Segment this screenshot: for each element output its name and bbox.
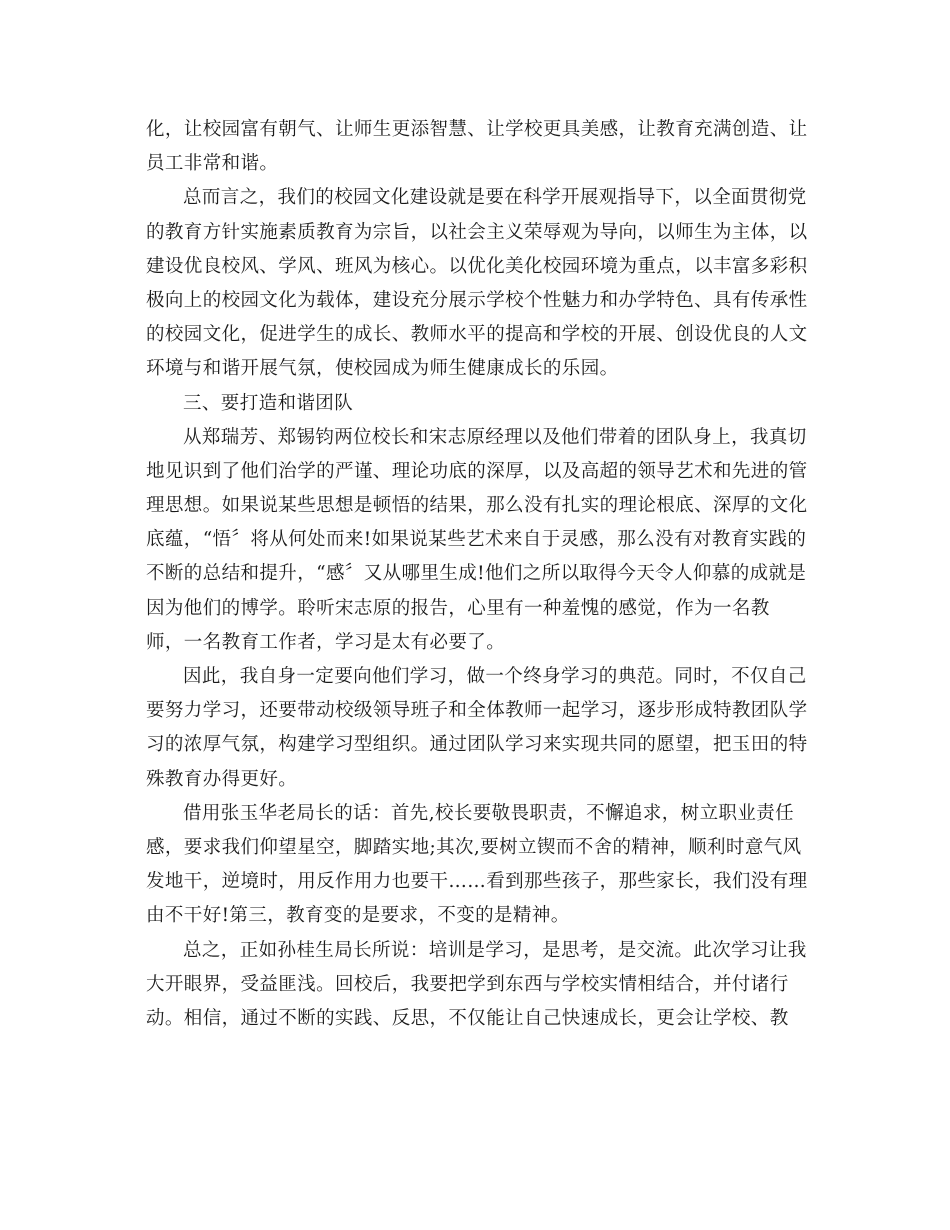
text-line: 习的浓厚气氛，构建学习型组织。通过团队学习来实现共同的愿望，把玉田的特 bbox=[146, 734, 808, 756]
document-body bbox=[146, 113, 806, 1036]
text-line: 员工非常和谐。 bbox=[146, 153, 279, 175]
paragraph-start-line: 总之，正如孙桂生局长所说：培训是学习，是思考，是交流。此次学习让我 bbox=[183, 939, 807, 961]
text-line: 殊教育办得更好。 bbox=[146, 768, 298, 790]
text-line: 由不干好!第三，教育变的是要求，不变的是精神。 bbox=[146, 905, 570, 927]
paragraph-start-line: 因此，我自身一定要向他们学习，做一个终身学习的典范。同时，不仅自己 bbox=[183, 666, 807, 687]
text-line: 地见识到了他们治学的严谨、理论功底的深厚，以及高超的领导艺术和先进的管 bbox=[146, 460, 808, 482]
text-line: 化，让校园富有朝气、让师生更添智慧、让学校更具美感，让教育充满创造、让 bbox=[146, 119, 808, 140]
text-line: 极向上的校园文化为载体，建设充分展示学校个性魅力和办学特色、具有传承性 bbox=[146, 289, 808, 311]
text-line: 动。相信，通过不断的实践、反思，不仅能让自己快速成长，更会让学校、教 bbox=[146, 1007, 789, 1029]
text-line: 因为他们的博学。聆听宋志原的报告，心里有一种羞愧的感觉，作为一名教 bbox=[146, 597, 770, 619]
text-line: 理思想。如果说某些思想是顿悟的结果，那么没有扎实的理论根底、深厚的文化 bbox=[146, 495, 808, 517]
section-heading: 三、要打造和谐团队 bbox=[183, 392, 354, 414]
text-line: 底蕴，“悟〞将从何处而来!如果说某些艺术来自于灵感，那么没有对教育实践的 bbox=[146, 529, 807, 551]
text-line: 要努力学习，还要带动校级领导班子和全体教师一起学习，逐步形成特教团队学 bbox=[146, 700, 808, 722]
text-line: 的校园文化，促进学生的成长、教师水平的提高和学校的开展、创设优良的人文 bbox=[146, 324, 808, 346]
text-line: 发地干，逆境时，用反作用力也要干……看到那些孩子，那些家长，我们没有理 bbox=[146, 871, 808, 893]
text-line: 环境与和谐开展气氛，使校园成为师生健康成长的乐园。 bbox=[146, 358, 619, 380]
text-line: 师，一名教育工作者，学习是太有必要了。 bbox=[146, 631, 506, 653]
paragraph-start-line: 借用张玉华老局长的话：首先,校长要敬畏职责，不懈追求，树立职业责任 bbox=[183, 802, 795, 824]
paragraph-start-line: 从郑瑞芳、郑锡钧两位校长和宋志原经理以及他们带着的团队身上，我真切 bbox=[183, 426, 807, 448]
paragraph-start-line: 总而言之，我们的校园文化建设就是要在科学开展观指导下，以全面贯彻党 bbox=[183, 187, 807, 209]
text-line: 感，要求我们仰望星空，脚踏实地;其次,要树立锲而不舍的精神，顺利时意气风 bbox=[146, 836, 802, 858]
text-line: 不断的总结和提升，“感〞又从哪里生成!他们之所以取得今天令人仰慕的成就是 bbox=[146, 563, 807, 585]
text-line: 建设优良校风、学风、班风为核心。以优化美化校园环境为重点，以丰富多彩积 bbox=[146, 255, 808, 277]
text-line: 大开眼界，受益匪浅。回校后，我要把学到东西与学校实情相结合，并付诸行 bbox=[146, 973, 789, 995]
text-line: 的教育方针实施素质教育为宗旨，以社会主义荣辱观为导向，以师生为主体，以 bbox=[146, 221, 808, 243]
